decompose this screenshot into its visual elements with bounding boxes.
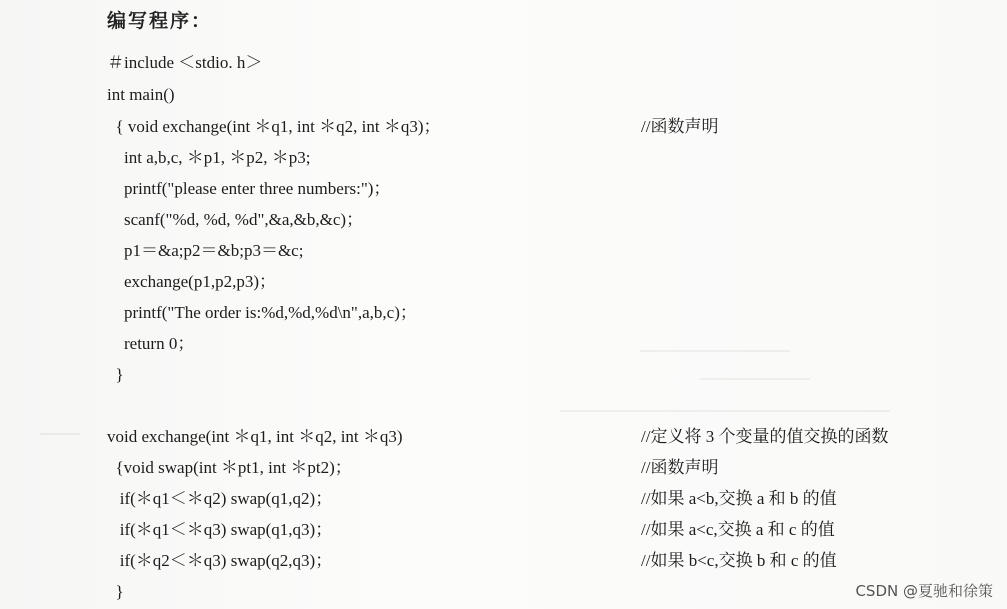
- code-line-pointers: p1＝&a;p2＝&b;p3＝&c;: [107, 241, 304, 260]
- code-line-return: return 0；: [107, 334, 195, 353]
- page-heading: 编写程序：: [107, 10, 213, 32]
- code-line-main-close: }: [107, 365, 124, 384]
- code-line-if-1: if(＊q1＜＊q2) swap(q1,q2)；: [107, 489, 333, 508]
- code-line-if-3: if(＊q2＜＊q3) swap(q2,q3)；: [107, 551, 333, 570]
- scan-artifact: [560, 410, 890, 412]
- code-line-vars: int a,b,c, ＊p1, ＊p2, ＊p3;: [107, 148, 311, 167]
- csdn-watermark: CSDN @夏驰和徐策: [855, 582, 993, 600]
- code-line-exchange-decl: { void exchange(int ＊q1, int ＊q2, int ＊q3)；: [107, 117, 441, 136]
- comment-exchange-def: //定义将 3 个变量的值交换的函数: [641, 427, 889, 446]
- code-line-exchange-def: void exchange(int ＊q1, int ＊q2, int ＊q3): [107, 427, 403, 446]
- comment-if-bc: //如果 b<c,交换 b 和 c 的值: [641, 551, 837, 570]
- comment-if-ab: //如果 a<b,交换 a 和 b 的值: [641, 489, 837, 508]
- code-line-main: int main(): [107, 85, 175, 104]
- code-line-printf-order: printf("The order is:%d,%d,%d\n",a,b,c)；: [107, 303, 417, 322]
- code-line-scanf: scanf("%d, %d, %d",&a,&b,&c)；: [107, 210, 364, 229]
- scan-artifact: [40, 433, 80, 435]
- code-line-printf-prompt: printf("please enter three numbers:")；: [107, 179, 391, 198]
- code-line-exchange-close: }: [107, 582, 124, 601]
- code-line-exchange-call: exchange(p1,p2,p3)；: [107, 272, 277, 291]
- comment-if-ac: //如果 a<c,交换 a 和 c 的值: [641, 520, 835, 539]
- code-line-include: ＃include ＜stdio. h＞: [107, 53, 263, 72]
- comment-function-decl: //函数声明: [641, 117, 719, 136]
- scan-artifact: [640, 350, 790, 352]
- code-line-if-2: if(＊q1＜＊q3) swap(q1,q3)；: [107, 520, 333, 539]
- comment-swap-decl: //函数声明: [641, 458, 719, 477]
- code-line-swap-decl: {void swap(int ＊pt1, int ＊pt2)；: [107, 458, 352, 477]
- scan-artifact: [700, 378, 810, 380]
